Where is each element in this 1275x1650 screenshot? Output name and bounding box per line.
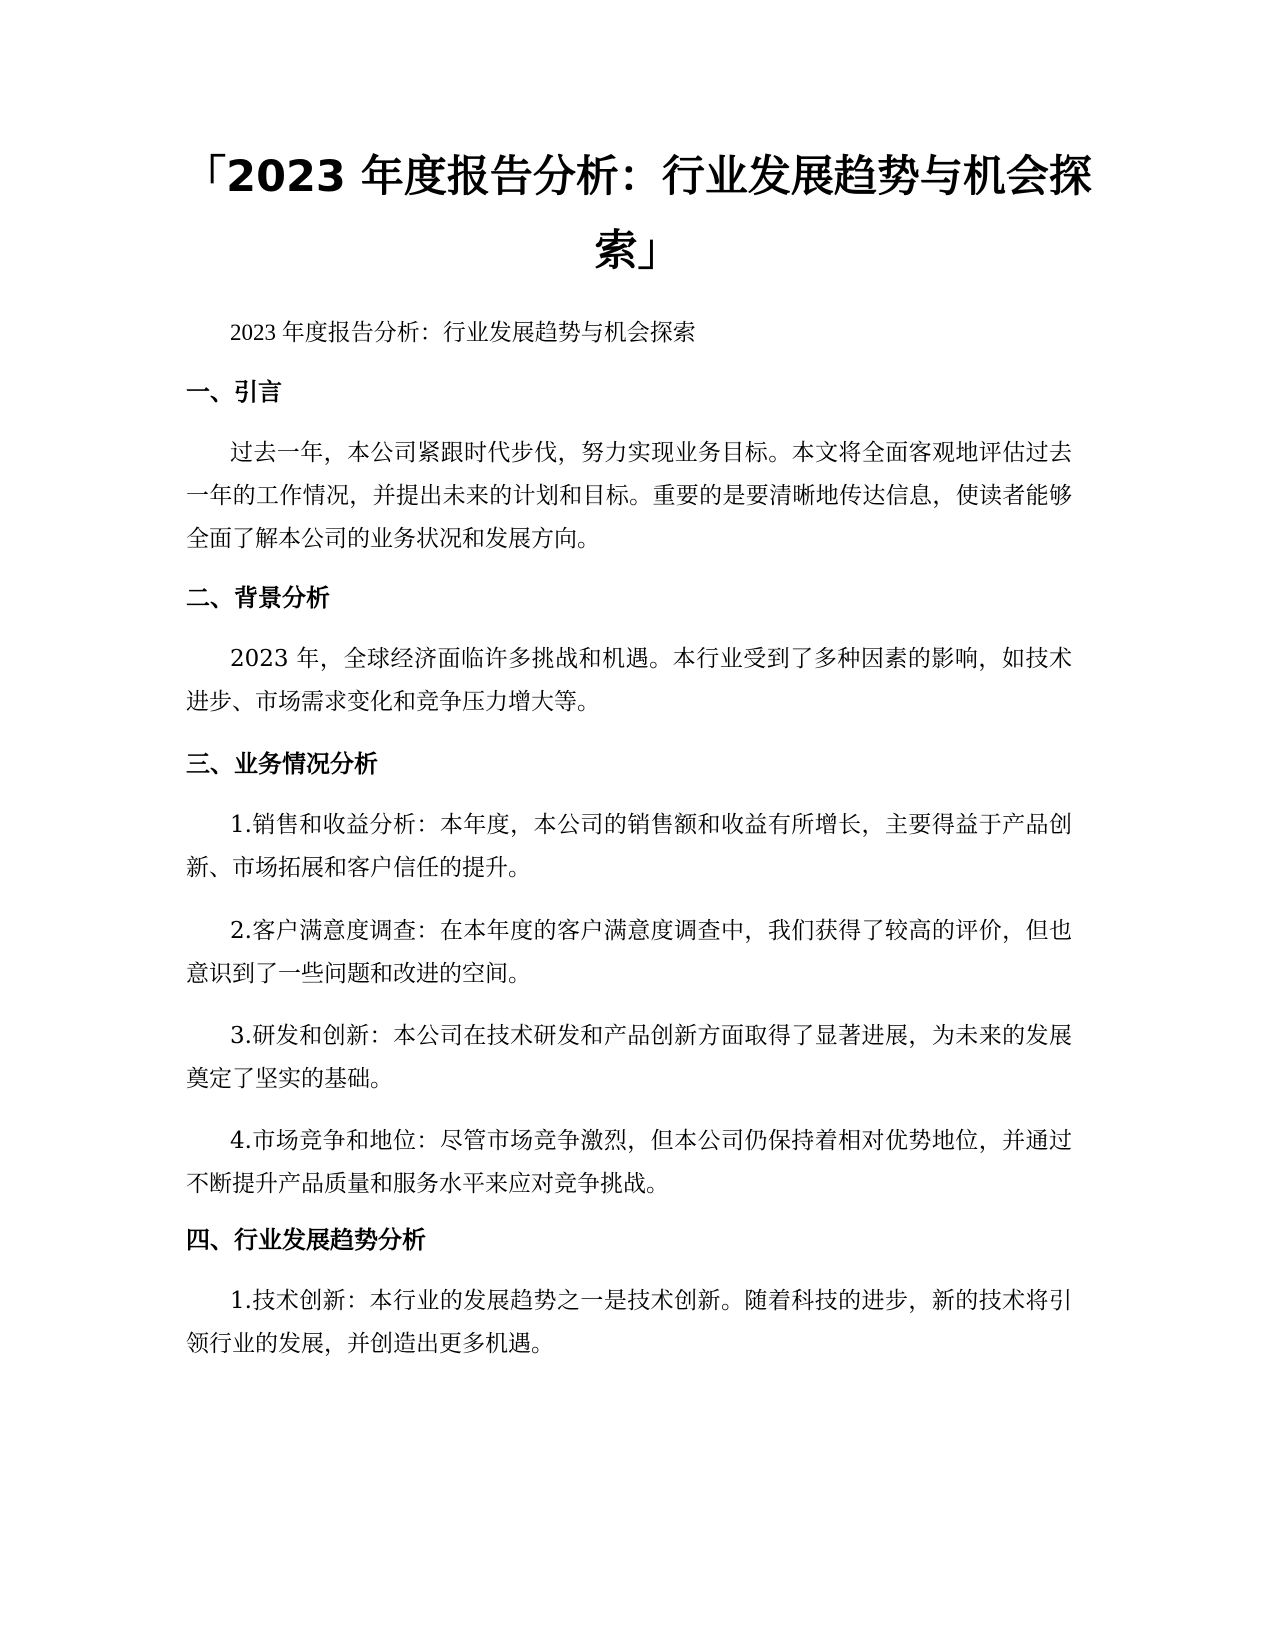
section-paragraph: 过去一年，本公司紧跟时代步伐，努力实现业务目标。本文将全面客观地评估过去一年的工作情况，并提出未来的计划和目标。重要的是要清晰地传达信息，使读者能够全面了解本公司的业务状况和发展方向。 <box>186 440 1072 552</box>
section-heading-industry-trends: 四、行业发展趋势分析 <box>186 1226 426 1254</box>
section-paragraph: 4.市场竞争和地位：尽管市场竞争激烈，但本公司仍保持着相对优势地位，并通过不断提升产品质量和服务水平来应对竞争挑战。 <box>186 1128 1072 1197</box>
document-title: 「2023 年度报告分析：行业发展趋势与机会探索」 <box>183 152 1092 276</box>
section-paragraph: 3.研发和创新：本公司在技术研发和产品创新方面取得了显著进展，为未来的发展奠定了坚实的基础。 <box>186 1023 1072 1092</box>
document-subtitle: 2023 年度报告分析：行业发展趋势与机会探索 <box>230 320 696 345</box>
section-heading-introduction: 一、引言 <box>186 378 282 406</box>
section-paragraph: 1.技术创新：本行业的发展趋势之一是技术创新。随着科技的进步，新的技术将引领行业的发展，并创造出更多机遇。 <box>186 1288 1072 1357</box>
section-paragraph: 2.客户满意度调查：在本年度的客户满意度调查中，我们获得了较高的评价，但也意识到了一些问题和改进的空间。 <box>186 918 1072 987</box>
section-heading-business: 三、业务情况分析 <box>186 750 378 778</box>
section-paragraph: 1.销售和收益分析：本年度，本公司的销售额和收益有所增长，主要得益于产品创新、市场拓展和客户信任的提升。 <box>186 812 1072 881</box>
section-heading-background: 二、背景分析 <box>186 584 330 612</box>
section-paragraph: 2023 年，全球经济面临许多挑战和机遇。本行业受到了多种因素的影响，如技术进步、市场需求变化和竞争压力增大等。 <box>186 646 1072 715</box>
